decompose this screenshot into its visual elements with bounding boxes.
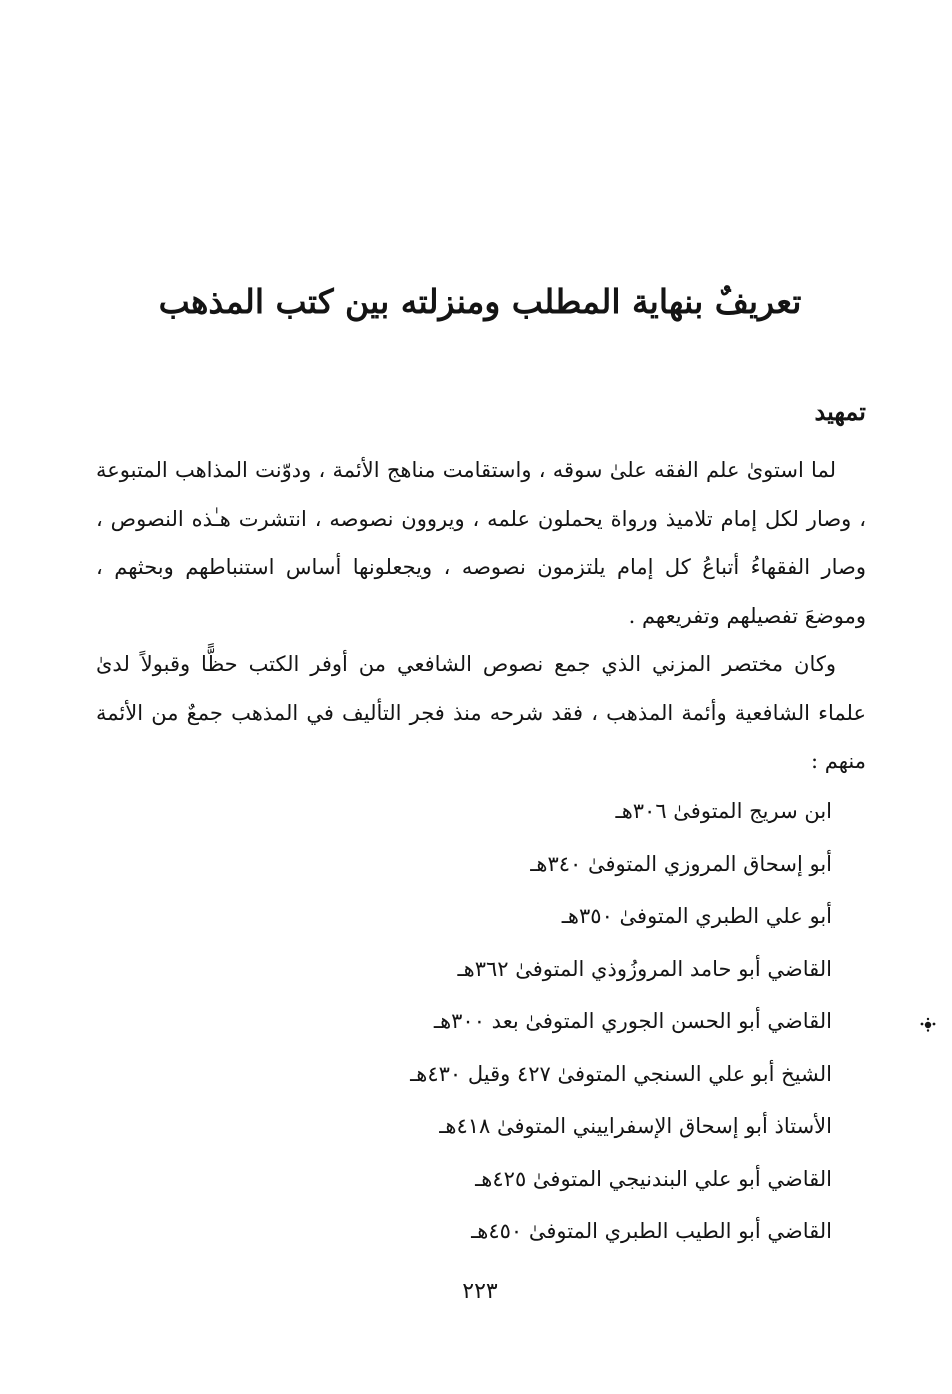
scholar-item: ابن سريج المتوفىٰ ٣٠٦هـ xyxy=(615,799,832,823)
scholar-list xyxy=(232,785,832,1258)
scholar-item: الأستاذ أبو إسحاق الإسفراييني المتوفىٰ ٤١٨هـ xyxy=(439,1114,832,1138)
page-number: ٢٢٣ xyxy=(462,1279,498,1304)
section-heading: تمهيد xyxy=(814,397,866,426)
scholar-item: الشيخ أبو علي السنجي المتوفىٰ ٤٢٧ وقيل ٤٣٠هـ xyxy=(410,1061,832,1086)
scholar-item: القاضي أبو علي البندنيجي المتوفىٰ ٤٢٥هـ xyxy=(475,1166,832,1191)
scholar-item: القاضي أبو الطيب الطبري المتوفىٰ ٤٥٠هـ xyxy=(471,1219,832,1243)
paragraph-intro: لما استوىٰ علم الفقه علىٰ سوقه ، واستقامت مناهج الأئمة ، ودوّنت المذاهب المتبوعة ، وصار لكل إمام تلاميذ ورواة يحملون علمه ، ويروون نصوصه ، انتشرت هـٰذه النصوص ، وصار الفقهاءُ أتباعُ كل إمام يلتزمون نصوصه ، ويجعلونها أساس استنباطهم وبحثهم ، وموضعَ تفصيلهم وتفريعهم . xyxy=(96,458,866,628)
scholar-item: أبو علي الطبري المتوفىٰ ٣٥٠هـ xyxy=(561,904,832,928)
scholar-item: القاضي أبو حامد المروزُوذي المتوفىٰ ٣٦٢هـ xyxy=(457,956,832,981)
page-title: تعريفٌ بنهاية المطلب ومنزلته بين كتب المذهب xyxy=(158,282,802,321)
scholar-item: أبو إسحاق المروزي المتوفىٰ ٣٤٠هـ xyxy=(530,851,832,876)
margin-ornament-icon xyxy=(918,1015,938,1035)
paragraph-mukhtasar: وكان مختصر المزني الذي جمع نصوص الشافعي من أوفر الكتب حظًّا وقبولاً لدىٰ علماء الشافعية وأئمة المذهب ، فقد شرحه منذ فجر التأليف في المذهب جمعٌ من الأئمة منهم : xyxy=(96,652,866,773)
scholar-item: القاضي أبو الحسن الجوري المتوفىٰ بعد ٣٠٠هـ xyxy=(433,1009,832,1033)
